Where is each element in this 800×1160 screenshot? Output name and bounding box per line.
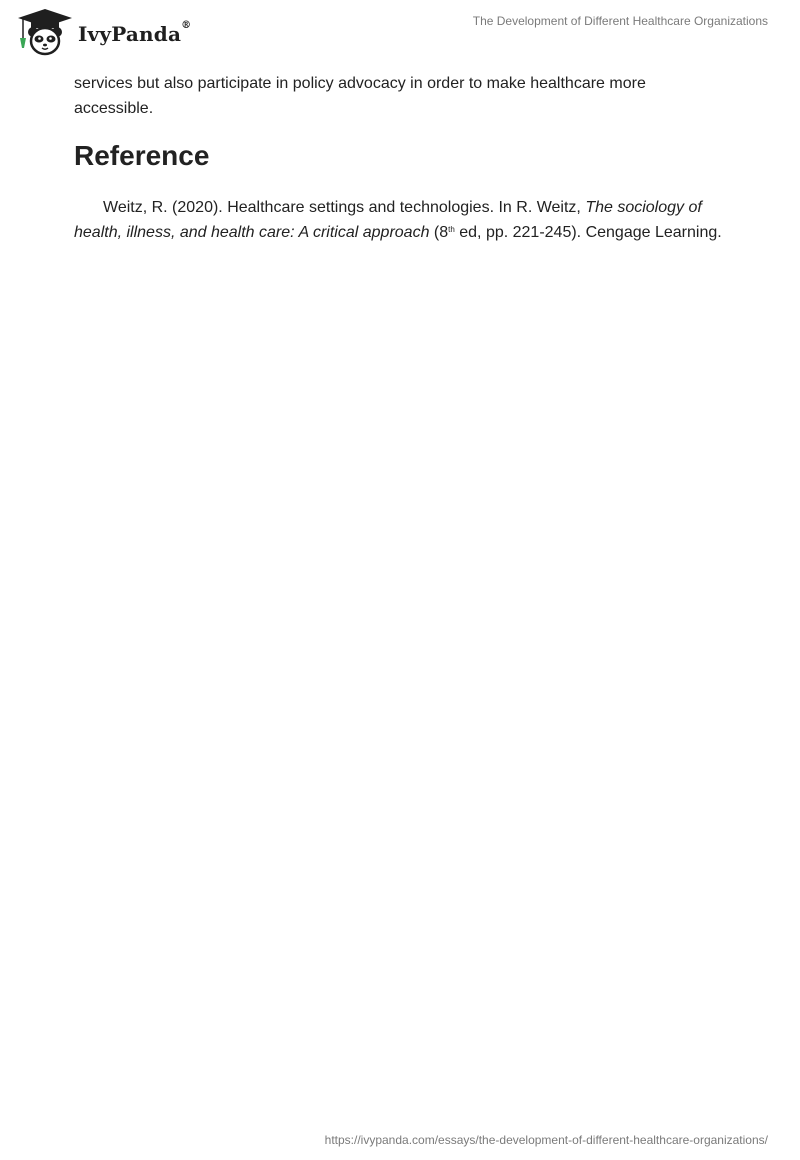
- registered-mark: ®: [181, 20, 192, 31]
- reference-book-title: The sociology of health, illness, and health care: A critical approach: [74, 199, 702, 241]
- reference-edition-superscript: th: [448, 225, 455, 234]
- document-body: [74, 71, 724, 245]
- reference-edition-text: (8: [429, 224, 449, 241]
- body-paragraph: services but also participate in policy advocacy in order to make healthcare more accessible.: [74, 75, 646, 117]
- running-header-title: The Development of Different Healthcare Organizations: [472, 14, 768, 28]
- logo-wordmark: [78, 22, 191, 46]
- reference-publisher-text: ed, pp. 221-245). Cengage Learning.: [454, 224, 722, 241]
- reference-authors-text: Weitz, R. (2020). Healthcare settings and technologies. In R. Weitz,: [103, 199, 586, 216]
- panda-graduate-icon: [14, 8, 76, 58]
- footer-source-link[interactable]: https://ivypanda.com/essays/the-development-of-different-healthcare-organizations/: [324, 1133, 768, 1147]
- reference-heading: Reference: [74, 140, 210, 171]
- ivypanda-logo[interactable]: [14, 8, 191, 58]
- brand-name: IvyPanda: [78, 22, 182, 46]
- reference-entry: [74, 195, 724, 245]
